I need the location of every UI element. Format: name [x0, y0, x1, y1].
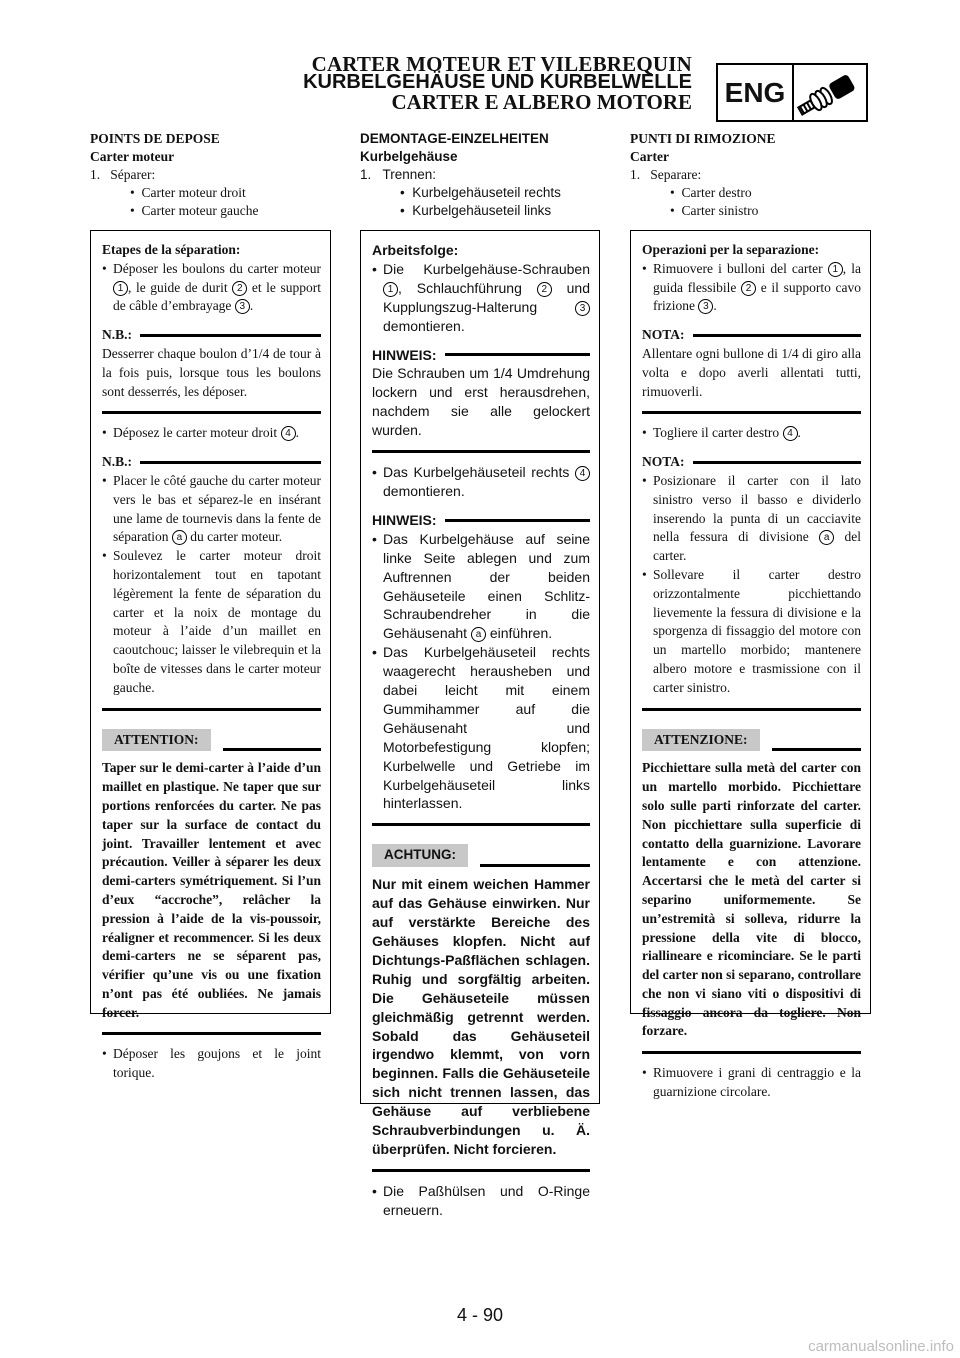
list-item: • Das Kurbelgehäuse auf seine linke Seite ablegen und zum Auftrennen der beiden Gehäuseteile einen Schlitz-Schraubendreher in die Gehäusenaht a einführen.	[372, 530, 590, 642]
french-procedure-box	[90, 230, 331, 1081]
caution-text: Picchiettare sulla metà del carter con un martello morbido. Picchiettare solo sulle parti rinforzate del carter. Non picchiettare sulla superficie di contatto della guarnizione. Lavorare lentamente e con attenzione. Accertarsi che le metà del carter si separino uniformemente. Se un’estremità si solleva, ridurre la pressione della vite di blocco, riallineare e ricominciare. Se le parti del carter non si separano, controllare che non vi siano viti o dispositivi di fissaggio ancora da togliere. Non forzare.	[642, 760, 861, 1039]
list-item: • Déposer les goujons et le joint torique.	[102, 1046, 321, 1081]
french-subheading: Carter moteur	[90, 149, 175, 164]
note-heading: HINWEIS:	[372, 511, 590, 530]
list-item: • Togliere il carter destro 4 .	[642, 425, 801, 441]
list-item: • Das Kurbelgehäuseteil rechts waagerecht herausheben und dabei leicht mit einem Gummihammer auf die Gehäusenaht und Motorbefestigung klopfen; Kurbelwelle und Getriebe im Kurbelgehäuseteil links hinterlassen.	[372, 644, 590, 812]
italian-item: • Carter destro	[670, 185, 752, 200]
divider	[102, 1032, 321, 1035]
divider	[642, 411, 861, 414]
caution-heading: ATTENTION:	[102, 729, 321, 752]
list-item: • Rimuovere i bulloni del carter 1 , la guida flessibile 2 e il supporto cavo frizione 3 .	[642, 260, 861, 314]
engine-crankshaft-icon	[790, 63, 868, 122]
french-item: • Carter moteur droit	[130, 185, 246, 200]
note-heading: NOTA:	[642, 326, 861, 345]
list-item: • Déposer les boulons du carter moteur 1 , le guide de durit 2 et le support de câble d’embrayage 3 .	[102, 260, 321, 314]
french-intro	[90, 130, 330, 220]
note-text: Die Schrauben um 1/4 Umdrehung lockern und erst herausdrehen, nachdem sie alle gelockert wurden.	[372, 365, 590, 439]
caution-heading: ATTENZIONE:	[642, 729, 861, 752]
italian-heading: PUNTI DI RIMOZIONE	[630, 131, 776, 146]
italian-box-title: Operazioni per la separazione:	[642, 242, 820, 257]
german-procedure-box	[360, 230, 600, 1218]
list-item: • Die Paßhülsen und O-Ringe erneuern.	[372, 1182, 590, 1218]
list-item: • Sollevare il carter destro orizzontalmente picchiettando lievemente la fessura di divisione e la sporgenza di fissaggio del motore con un martello morbido; mantenere albero motore e trasmissione con il carter sinistro.	[642, 566, 861, 695]
list-item: • Die Kurbelgehäuse-Schrauben 1 , Schlauchführung 2 und Kupplungszug-Halterung 3 demontieren.	[372, 260, 590, 334]
list-item: • Soulevez le carter moteur droit horizontalement tout en tapotant légèrement la fente de séparation du carter et la noix de montage du moteur à l’aide d’un maillet en caoutchouc; laisser le vilebrequin et la boîte de vitesses dans le carter moteur gauche.	[102, 548, 321, 695]
list-item: • Placer le côté gauche du carter moteur vers le bas et séparez-le en insérant une lame de tournevis dans la fente de séparation a du carter moteur.	[102, 472, 321, 545]
watermark[interactable]: carmanualsonline.info	[808, 1338, 954, 1355]
german-intro	[360, 130, 600, 220]
note-text: Allentare ogni bullone di 1/4 di giro alla volta e dopo averli allentati tutti, rimuoverli.	[642, 345, 861, 399]
french-item: • Carter moteur gauche	[130, 203, 259, 218]
note-text: Desserrer chaque boulon d’1/4 de tour à la fois puis, lorsque tous les boulons sont desserrés, les déposer.	[102, 345, 321, 399]
french-heading: POINTS DE DEPOSE	[90, 131, 220, 146]
note-heading: HINWEIS:	[372, 346, 590, 365]
note-heading: N.B.:	[102, 453, 321, 472]
list-item: • Posizionare il carter con il lato sinistro verso il basso e dividerlo inserendo la punta di un cacciavite nella fessura di divisione a del carter.	[642, 472, 861, 564]
eng-badge: ENG	[716, 63, 794, 122]
divider	[372, 450, 590, 453]
caution-text: Nur mit einem weichen Hammer auf das Gehäuse einwirken. Nur auf verstärkte Bereiche des Gehäuses klopfen. Nicht auf Dichtungs-Paßflächen schlagen. Ruhig und sorgfältig arbeiten. Die Gehäuseteile müssen gleichmäßig getrennt werden. Sobald das Gehäuseteil irgendwo klemmt, von vorn beginnen. Falls die Gehäuseteile sich nicht trennen lassen, das Gehäuse auf verbliebene Schraubverbindungen u. Ä. überprüfen. Nicht forcieren.	[372, 876, 590, 1157]
divider	[642, 1051, 861, 1054]
german-item: • Kurbelgehäuseteil links	[400, 203, 552, 218]
german-subheading: Kurbelgehäuse	[360, 149, 458, 164]
caution-heading: ACHTUNG:	[372, 844, 590, 867]
page-number: 4 - 90	[456, 1305, 504, 1325]
german-box-title: Arbeitsfolge:	[372, 242, 459, 258]
note-heading: N.B.:	[102, 326, 321, 345]
divider	[372, 1169, 590, 1172]
italian-subheading: Carter	[630, 149, 669, 164]
section-title-fr: CARTER MOTEUR ET VILEBREQUIN	[311, 52, 692, 76]
divider	[102, 411, 321, 414]
divider	[102, 708, 321, 711]
italian-procedure-box	[630, 230, 871, 1100]
list-item: • Das Kurbelgehäuseteil rechts 4 demontieren.	[372, 463, 590, 501]
french-step: 1. Séparer:	[90, 167, 156, 182]
divider	[372, 823, 590, 826]
divider	[642, 708, 861, 711]
italian-intro	[630, 130, 870, 220]
list-item: • Rimuovere i grani di centraggio e la guarnizione circolare.	[642, 1065, 861, 1100]
section-title-de: KURBELGEHÄUSE UND KURBELWELLE	[303, 71, 692, 93]
caution-text: Taper sur le demi-carter à l’aide d’un maillet en plastique. Ne taper que sur portions renforcées du carter. Ne pas taper sur la surface de contact du joint. Travailler lentement et avec précaution. Veiller à séparer les deux demi-carters symétriquement. Si l’un d’eux “accroche”, relâcher la pression à l’aide de la vis-poussoir, réaligner et recommencer. Si les deux demi-carters ne se séparent pas, vérifier qu’une vis ou une fixation n’ont pas été oubliées. Ne jamais forcer.	[102, 760, 321, 1020]
german-item: • Kurbelgehäuseteil rechts	[400, 185, 561, 200]
list-item: • Déposez le carter moteur droit 4 .	[102, 425, 299, 441]
german-heading: DEMONTAGE-EINZELHEITEN	[360, 131, 549, 146]
french-box-title: Etapes de la séparation:	[102, 242, 241, 257]
note-heading: NOTA:	[642, 453, 861, 472]
italian-step: 1. Separare:	[630, 167, 702, 182]
german-step: 1. Trennen:	[360, 167, 437, 182]
italian-item: • Carter sinistro	[670, 203, 759, 218]
section-title-it: CARTER E ALBERO MOTORE	[391, 90, 692, 114]
